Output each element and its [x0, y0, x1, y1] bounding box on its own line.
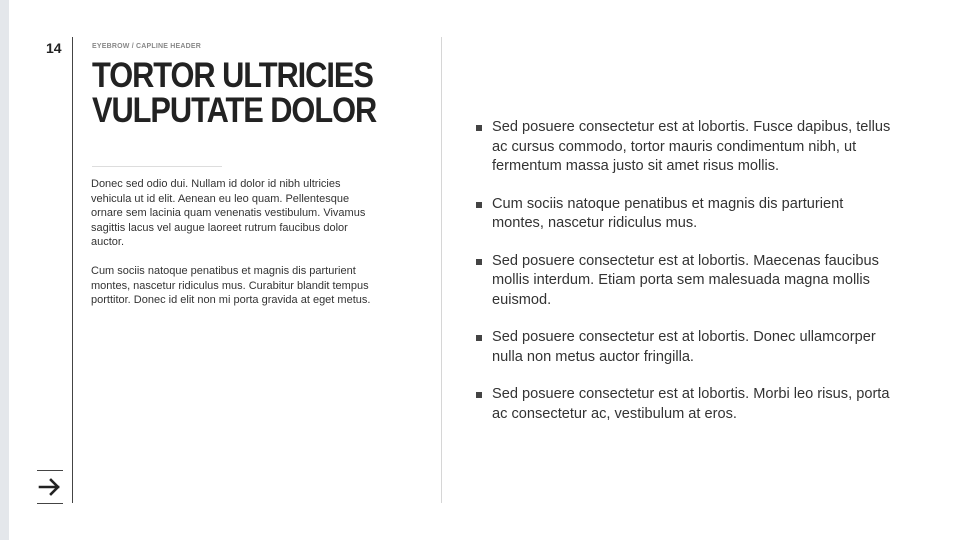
square-bullet-icon	[476, 335, 482, 341]
bullet-text: Sed posuere consectetur est at lobortis. Fusce dapibus, tellus ac cursus commodo, tortor mauris condimentum nibh, ut fermentum massa justo sit amet risus mollis.	[492, 119, 891, 174]
slide-title-line: TORTOR ULTRICIES	[92, 56, 373, 95]
slide-title	[92, 58, 382, 128]
next-slide-button[interactable]	[37, 475, 63, 499]
bullet-text: Sed posuere consectetur est at lobortis. Maecenas faucibus mollis interdum. Etiam porta sem malesuada magna mollis euismod.	[492, 252, 879, 308]
square-bullet-icon	[476, 125, 482, 131]
bullet-item	[476, 118, 896, 177]
bullet-item	[476, 328, 896, 367]
square-bullet-icon	[476, 202, 482, 208]
bullet-item	[476, 252, 896, 311]
body-paragraph: Cum sociis natoque penatibus et magnis dis parturient montes, nascetur ridiculus mus. Curabitur blandit tempus porttitor. Donec id elit non mi porta gravida at eget metus.	[91, 265, 371, 306]
bullet-item	[476, 385, 896, 424]
left-edge-band	[0, 0, 9, 540]
square-bullet-icon	[476, 259, 482, 265]
eyebrow-header: EYEBROW / CAPLINE HEADER	[92, 43, 202, 50]
body-paragraph: Donec sed odio dui. Nullam id dolor id nibh ultricies vehicula ut id elit. Aenean eu leo quam. Pellentesque ornare sem lacinia quam venenatis vestibulum. Vivamus sagittis lacus vel augue laoreet rutrum faucibus dolor auctor.	[91, 178, 366, 248]
bullet-text: Sed posuere consectetur est at lobortis. Donec ullamcorper nulla non metus auctor fringilla.	[492, 329, 876, 365]
bullet-text: Cum sociis natoque penatibus et magnis dis parturient montes, nascetur ridiculus mus.	[492, 195, 844, 231]
slide-title-line: VULPUTATE DOLOR	[92, 91, 377, 130]
square-bullet-icon	[476, 392, 482, 398]
bullet-text: Sed posuere consectetur est at lobortis. Morbi leo risus, porta ac consectetur ac, vestibulum at eros.	[492, 386, 890, 422]
vertical-divider-center	[441, 37, 442, 503]
title-divider	[92, 166, 222, 167]
vertical-divider-left	[72, 37, 73, 503]
bullet-list	[476, 118, 896, 442]
body-text	[91, 177, 371, 322]
nav-divider-top	[37, 470, 63, 471]
arrow-right-icon	[37, 475, 63, 499]
nav-divider-bottom	[37, 503, 63, 504]
page-number: 14	[46, 40, 62, 56]
bullet-item	[476, 195, 896, 234]
